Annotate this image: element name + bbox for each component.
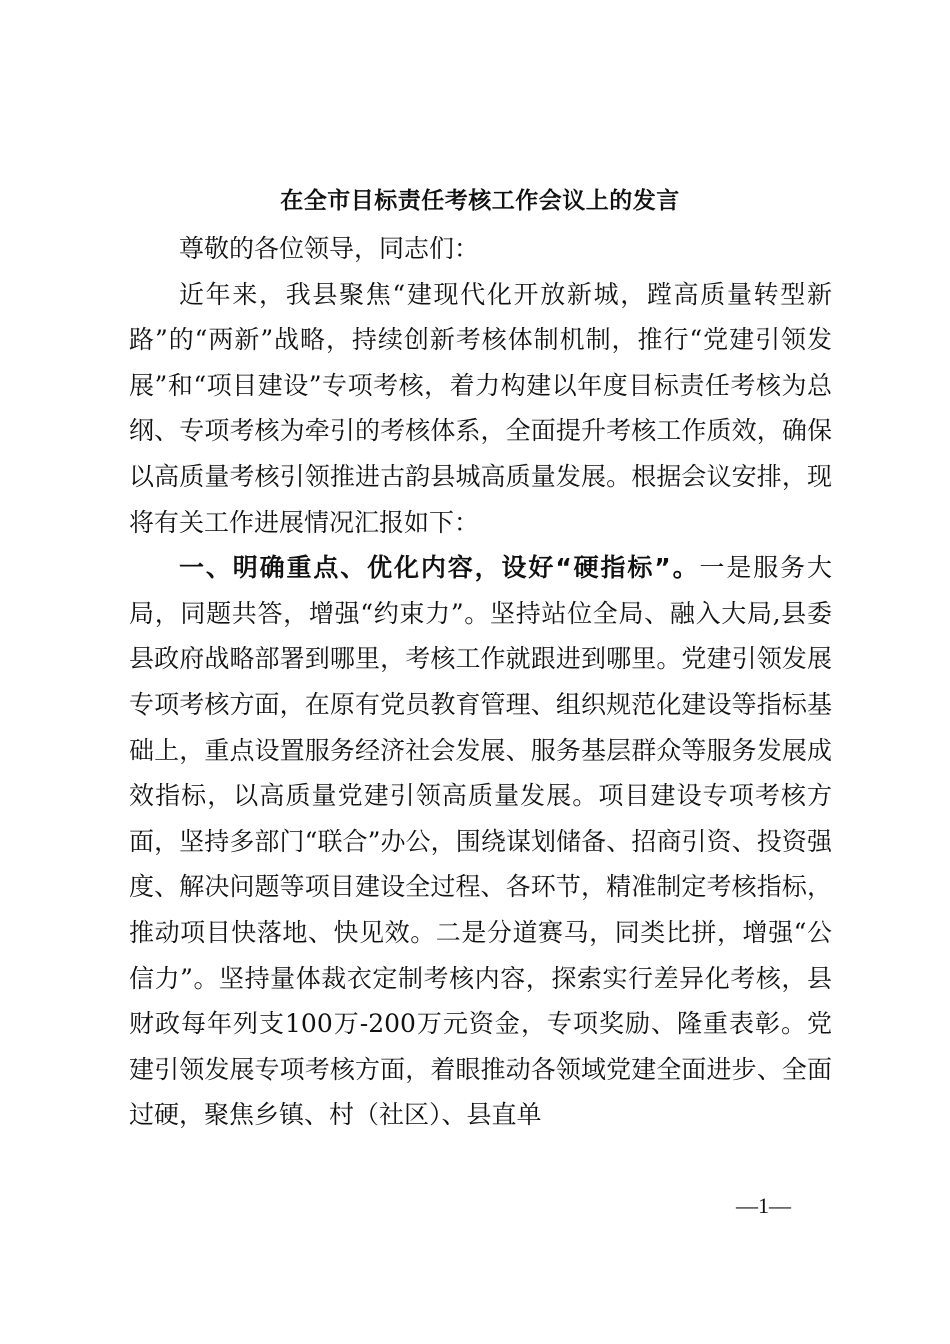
section-1-text: 一是服务大局，同题共答，增强“约束力”。坚持站位全局、融入大局,县委县政府战略部署到哪里，考核工作就跟进到哪里。党建引领发展专项考核方面，在原有党员教育管理、组织规范化建设等指标基础上，重点设置服务经济社会发展、服务基层群众等服务发展成效指标，以高质量党建引领高质量发展。项目建设专项考核方面，坚持多部门“联合”办公，围绕谋划储备、招商引资、投资强度、解决问题等项目建设全过程、各环节，精准制定考核指标，推动项目快落地、快见效。二是分道赛马，同类比拼，增强“公信力”。坚持量体裁衣定制考核内容，探索实行差异化考核，县财政每年列支100万-200万元资金，专项奖励、隆重表彰。党建引领发展专项考核方面，着眼推动各领域党建全面进步、全面过硬，聚焦乡镇、村（社区）、县直单 <box>129 553 832 1130</box>
document-title: 在全市目标责任考核工作会议上的发言 <box>280 187 680 214</box>
intro-paragraph: 近年来，我县聚焦“建现代化开放新城，蹚高质量转型新路”的“两新”战略，持续创新考核体制机制，推行“党建引领发展”和“项目建设”专项考核，着力构建以年度目标责任考核为总纲、专项考核为牵引的考核体系，全面提升考核工作质效，确保以高质量考核引领推进古韵县城高质量发展。根据会议安排，现将有关工作进展情况汇报如下： <box>129 279 832 537</box>
section-1-paragraph <box>129 545 832 1138</box>
salutation-paragraph: 尊敬的各位领导，同志们： <box>179 234 480 263</box>
document-body <box>129 226 832 1138</box>
page-number: —1— <box>736 1193 791 1218</box>
section-1-heading: 一、明确重点、优化内容，设好“硬指标”。 <box>179 553 700 583</box>
